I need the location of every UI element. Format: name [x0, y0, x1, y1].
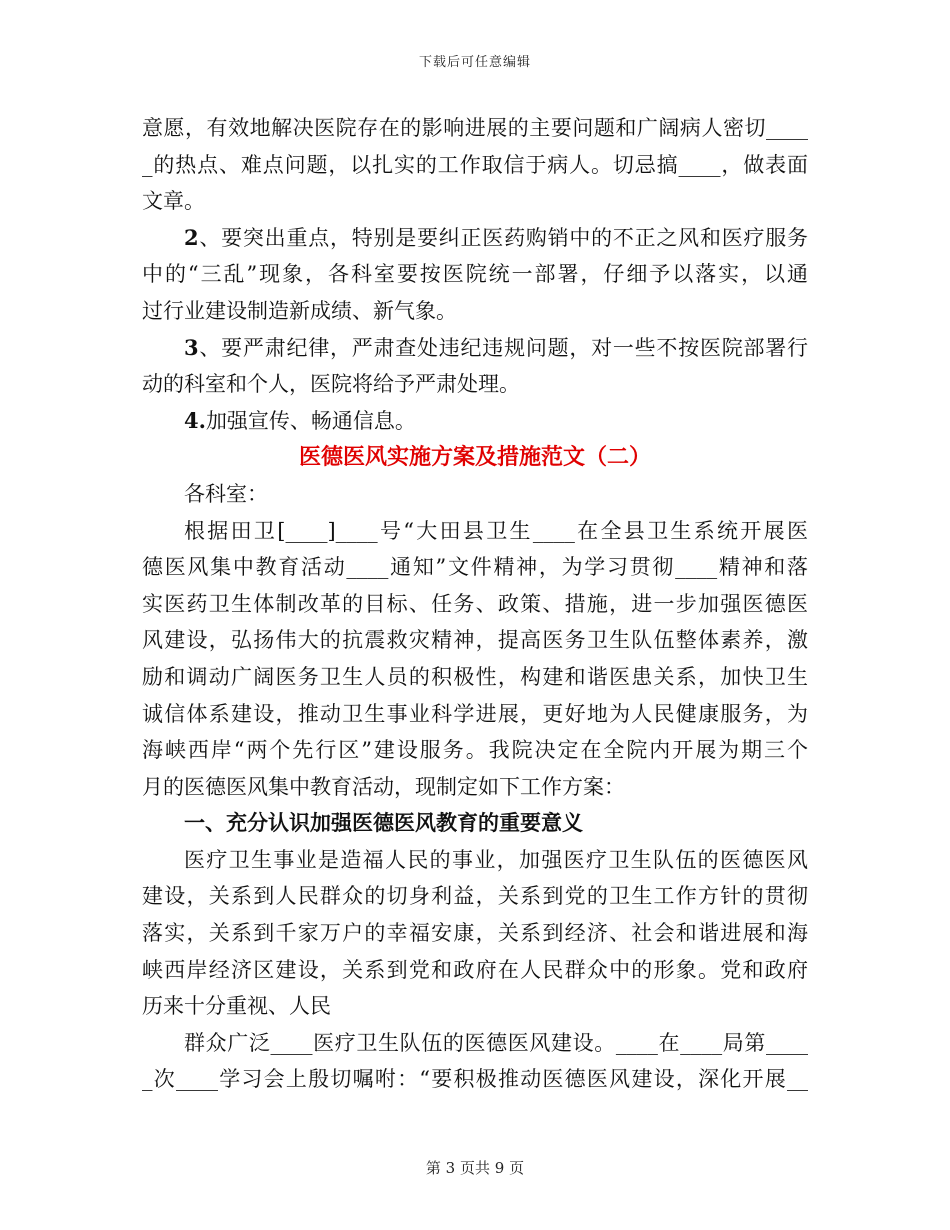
document-title: 医德医风实施方案及措施范文（二） — [298, 444, 651, 471]
para2-line-5: 励和调动广阔医务卫生人员的积极性，构建和谐医患关系，加快卫生 — [142, 664, 808, 689]
page-header: 下载后可任意编辑 — [418, 55, 531, 70]
para2-line-4: 风建设，弘扬伟大的抗震救灾精神，提高医务卫生队伍整体素养，激 — [142, 628, 808, 653]
item3-line-1 — [142, 330, 808, 367]
para4-line-2: _次____学习会上殷切嘱咐：“要积极推动医德医风建设，深化开展__ — [142, 1067, 808, 1092]
item4-text: 加强宣传、畅通信息。 — [205, 408, 416, 433]
para2-line-6: 诚信体系建设，推动卫生事业科学进展，更好地为人民健康服务，为 — [142, 701, 808, 726]
para2-line-2: 德医风集中教育活动____通知”文件精神，为学习贯彻____精神和落 — [142, 555, 808, 580]
item3-text: 、要严肃纪律，严肃查处违纪违规问题，对一些不按医院部署行 — [198, 335, 808, 360]
item3-line-2: 动的科室和个人，医院将给予严肃处理。 — [142, 372, 520, 397]
para2-line-7: 海峡西岸“两个先行区”建设服务。我院决定在全院内开展为期三个 — [142, 738, 808, 763]
item2-number: 2 — [184, 224, 199, 250]
item2-line-2: 中的“三乱”现象，各科室要按医院统一部署，仔细予以落实，以通 — [142, 262, 808, 287]
item3-number: 3 — [184, 334, 199, 360]
item4-number: 4. — [184, 407, 206, 433]
page-footer: 第 3 页共 9 页 — [425, 1159, 525, 1177]
para3-line-5: 历来十分重视、人民 — [142, 994, 331, 1019]
item2-line-3: 过行业建设制造新成绩、新气象。 — [142, 298, 457, 323]
para3-line-2: 建设，关系到人民群众的切身利益，关系到党的卫生工作方针的贯彻 — [142, 884, 808, 909]
para3-line-3: 落实，关系到千家万户的幸福安康，关系到经济、社会和谐进展和海 — [142, 921, 808, 946]
item2-line-1 — [142, 220, 808, 257]
para3-line-4: 峡西岸经济区建设，关系到党和政府在人民群众中的形象。党和政府 — [142, 957, 808, 982]
para3-line-1: 医疗卫生事业是造福人民的事业，加强医疗卫生队伍的医德医风 — [184, 847, 808, 872]
item2-text: 、要突出重点，特别是要纠正医药购销中的不正之风和医疗服务 — [198, 225, 808, 250]
para4-line-1: 群众广泛____医疗卫生队伍的医德医风建设。____在____局第____ — [184, 1030, 808, 1055]
para2-line-8: 月的医德医风集中教育活动，现制定如下工作方案： — [142, 774, 625, 799]
para1-line-2: _的热点、难点问题，以扎实的工作取信于病人。切忌搞____，做表面 — [142, 152, 808, 177]
salutation: 各科室： — [184, 481, 268, 506]
para1-line-3: 文章。 — [142, 189, 205, 214]
document-body — [142, 110, 808, 1098]
para1-line-1: 意愿，有效地解决医院存在的影响进展的主要问题和广阔病人密切____ — [142, 116, 808, 140]
para2-line-3: 实医药卫生体制改革的目标、任务、政策、措施，进一步加强医德医 — [142, 591, 808, 616]
item4-line — [142, 403, 808, 440]
section-heading-1: 一、充分认识加强医德医风教育的重要意义 — [184, 810, 583, 836]
para2-line-1: 根据田卫[____]____号“大田县卫生____在全县卫生系统开展医 — [184, 518, 808, 543]
